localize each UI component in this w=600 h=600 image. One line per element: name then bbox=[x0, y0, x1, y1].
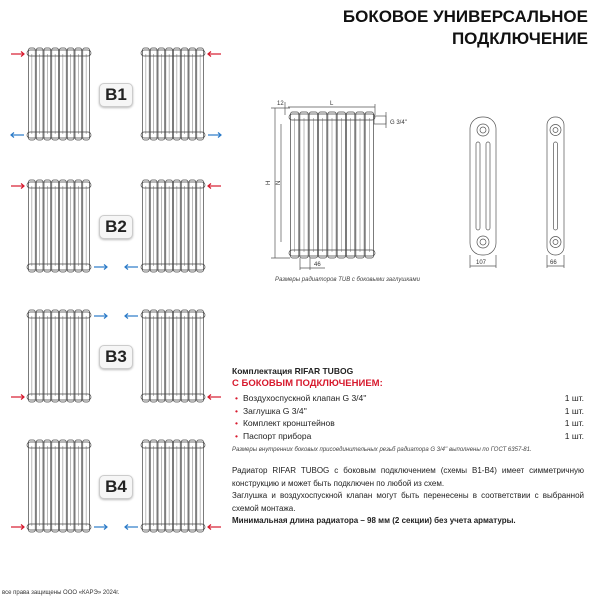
kit-item-name: Воздухоспускной клапан G 3/4'' bbox=[242, 393, 367, 404]
thread-size: G 3/4'' bbox=[390, 120, 407, 126]
supply-arrow-icon bbox=[11, 395, 24, 400]
radiator-icon bbox=[27, 440, 91, 532]
dim-46: 46 bbox=[314, 262, 321, 268]
supply-arrow-icon bbox=[11, 525, 24, 530]
return-arrow-icon bbox=[94, 525, 107, 530]
bullet-icon: • bbox=[235, 405, 238, 416]
copyright: все права защищены ООО «КАРЭ» 2024г. bbox=[2, 590, 120, 596]
kit-item-name: Заглушка G 3/4'' bbox=[242, 405, 307, 416]
return-arrow-icon bbox=[125, 314, 138, 319]
return-arrow-icon bbox=[94, 314, 107, 319]
dim-height: H bbox=[266, 180, 272, 185]
title-line-2: ПОДКЛЮЧЕНИЕ bbox=[451, 29, 588, 48]
dim-length: L bbox=[330, 101, 334, 107]
supply-arrow-icon bbox=[208, 395, 221, 400]
bullet-icon: • bbox=[235, 430, 238, 441]
description bbox=[232, 465, 584, 528]
bullet-icon: • bbox=[235, 418, 238, 429]
kit-item-qty: 1 шт. bbox=[564, 393, 584, 404]
kit-subheading: С БОКОВЫМ ПОДКЛЮЧЕНИЕМ: bbox=[232, 378, 383, 389]
kit-item-qty: 1 шт. bbox=[564, 405, 584, 416]
kit-section bbox=[232, 366, 584, 453]
radiator-icon bbox=[27, 310, 91, 402]
scheme-label: B4 bbox=[99, 475, 133, 499]
radiator-icon bbox=[141, 310, 205, 402]
scheme-label: B1 bbox=[99, 83, 133, 107]
kit-note: Размеры внутренних боковых присоединительных резьб радиатора G 3/4'' выполнены по ГОСТ 6357-81. bbox=[232, 447, 532, 453]
dim-12: 12 bbox=[277, 101, 284, 107]
dim-66: 66 bbox=[550, 260, 557, 266]
kit-item bbox=[232, 405, 584, 418]
dim-107: 107 bbox=[476, 260, 487, 266]
title-line-1: БОКОВОЕ УНИВЕРСАЛЬНОЕ bbox=[342, 7, 588, 26]
kit-item-name: Комплект кронштейнов bbox=[242, 418, 335, 429]
drawing-caption: Размеры радиаторов TUB с боковыми заглушками bbox=[275, 277, 420, 283]
description-p1: Радиатор RIFAR TUBOG с боковым подключением (схемы B1-B4) имеет симметричную конструкцию и может быть подключен по любой из схем. bbox=[232, 466, 584, 488]
supply-arrow-icon bbox=[208, 525, 221, 530]
description-p2: Заглушка и воздухоспускной клапан могут быть перенесены в соответствии с выбранной схемой монтажа. bbox=[232, 491, 584, 513]
radiator-icon bbox=[141, 440, 205, 532]
kit-item-qty: 1 шт. bbox=[564, 418, 584, 429]
kit-item-name: Паспорт прибора bbox=[242, 430, 312, 441]
kit-heading: Комплектация RIFAR TUBOG bbox=[232, 366, 354, 376]
scheme-label: B2 bbox=[99, 215, 133, 239]
scheme-label: B3 bbox=[99, 345, 133, 369]
kit-item bbox=[232, 392, 584, 405]
kit-item bbox=[232, 417, 584, 430]
return-arrow-icon bbox=[125, 525, 138, 530]
dim-axis-distance: N bbox=[276, 180, 282, 185]
kit-item-qty: 1 шт. bbox=[564, 430, 584, 441]
description-p3: Минимальная длина радиатора – 98 мм (2 секции) без учета арматуры. bbox=[232, 516, 516, 526]
kit-item bbox=[232, 430, 584, 443]
bullet-icon: • bbox=[235, 393, 238, 404]
